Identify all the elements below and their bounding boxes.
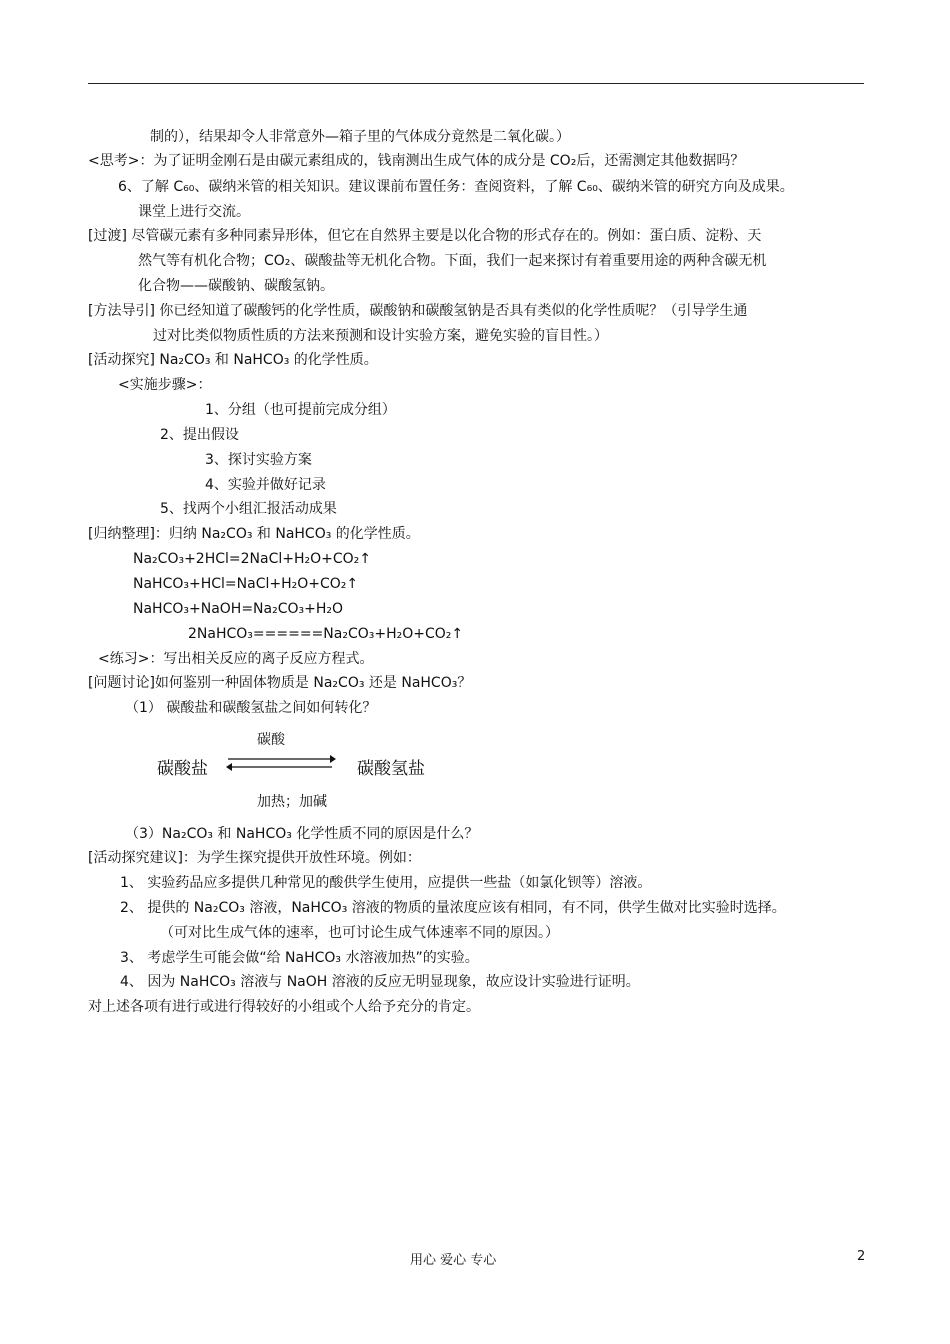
list-item: 3、 考虑学生可能会做“给 NaHCO₃ 水溶液加热”的实验。 [120,950,479,966]
list-item: 2、 提供的 Na₂CO₃ 溶液，NaHCO₃ 溶液的物质的量浓度应该有相同，有不同，供学生做对比实验时选择。 [120,900,786,916]
list-item: 5、找两个小组汇报活动成果 [160,501,337,517]
text-line: [活动探究建议]：为学生探究提供开放性环境。例如： [88,850,421,866]
equation: Na₂CO₃+2HCl=2NaCl+H₂O+CO₂↑ [133,551,372,567]
list-item: 1、 实验药品应多提供几种常见的酸供学生使用，应提供一些盐（如氯化钡等）溶液。 [120,875,652,891]
diagram-left-label: 碳酸盐 [157,759,208,779]
double-arrow-icon [226,752,336,774]
header-rule [88,83,864,84]
text-line: [问题讨论]如何鉴别一种固体物质是 Na₂CO₃ 还是 NaHCO₃？ [88,675,472,691]
list-item: 2、提出假设 [160,427,239,443]
text-line: （可对比生成气体的速率，也可讨论生成气体速率不同的原因。） [160,925,559,941]
text-line: [方法导引] 你已经知道了碳酸钙的化学性质，碳酸钠和碳酸氢钠是否具有类似的化学性质呢？（引导学生通 [88,303,748,319]
diagram-right-label: 碳酸氢盐 [357,759,425,779]
text-line: 然气等有机化合物；CO₂、碳酸盐等无机化合物。下面，我们一起来探讨有着重要用途的两种含碳无机 [138,253,767,269]
text-line: <实施步骤>： [118,377,212,393]
equation: NaHCO₃+NaOH=Na₂CO₃+H₂O [133,601,344,617]
text-line: [归纳整理]：归纳 Na₂CO₃ 和 NaHCO₃ 的化学性质。 [88,526,420,542]
text-line: [活动探究] Na₂CO₃ 和 NaHCO₃ 的化学性质。 [88,352,378,368]
text-line: 课堂上进行交流。 [138,204,250,220]
text-line: <练习>：写出相关反应的离子反应方程式。 [98,651,374,667]
text-line: 制的），结果却令人非常意外—箱子里的气体成分竟然是二氧化碳。） [150,129,570,145]
list-item: 4、实验并做好记录 [205,477,326,493]
text-line: （1） 碳酸盐和碳酸氢盐之间如何转化？ [125,700,377,716]
list-item: 4、 因为 NaHCO₃ 溶液与 NaOH 溶液的反应无明显现象，故应设计实验进行证明。 [120,974,640,990]
equation: 2NaHCO₃======Na₂CO₃+H₂O+CO₂↑ [188,626,464,642]
equation: NaHCO₃+HCl=NaCl+H₂O+CO₂↑ [133,576,359,592]
text-line: 化合物——碳酸钠、碳酸氢钠。 [138,278,334,294]
text-line: <思考>：为了证明金刚石是由碳元素组成的，钱南测出生成气体的成分是 CO₂后，还需测定其他数据吗？ [88,153,745,169]
list-item: 3、探讨实验方案 [205,452,312,468]
list-item: 1、分组（也可提前完成分组） [205,402,396,418]
diagram-top-label: 碳酸 [257,732,285,748]
text-line: （3）Na₂CO₃ 和 NaHCO₃ 化学性质不同的原因是什么？ [125,826,479,842]
footer-text: 用心 爱心 专心 [410,1253,497,1268]
text-line: 6、了解 C₆₀、碳纳米管的相关知识。建议课前布置任务：查阅资料，了解 C₆₀、碳纳米管的研究方向及成果。 [118,179,794,195]
text-line: 对上述各项有进行或进行得较好的小组或个人给予充分的肯定。 [88,999,480,1015]
text-line: [过渡] 尽管碳元素有多种同素异形体，但它在自然界主要是以化合物的形式存在的。例如：蛋白质、淀粉、天 [88,228,762,244]
page-number: 2 [857,1249,866,1264]
diagram-bottom-label: 加热；加碱 [257,794,327,810]
text-line: 过对比类似物质性质的方法来预测和设计实验方案，避免实验的盲目性。） [153,328,608,344]
